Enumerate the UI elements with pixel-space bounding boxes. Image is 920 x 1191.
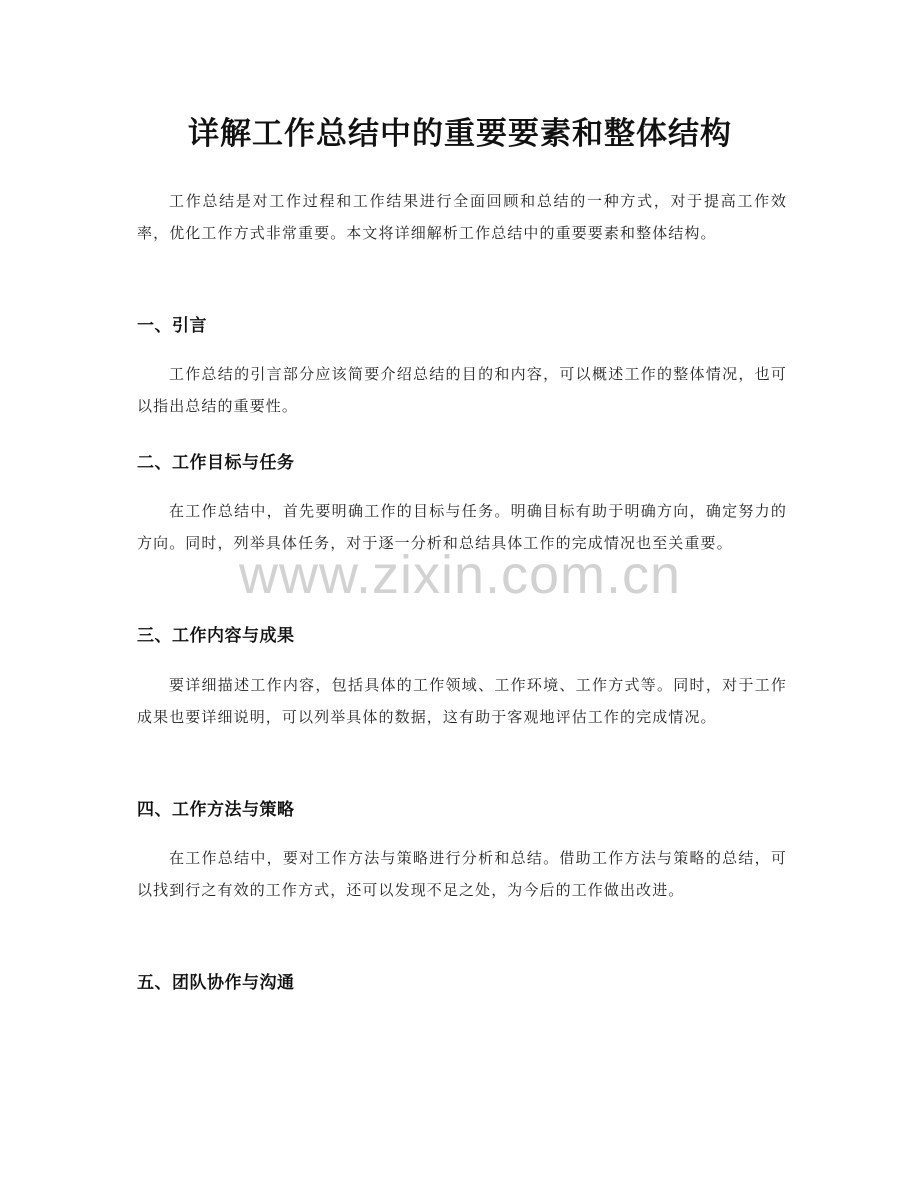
- section-heading-5: 五、团队协作与沟通: [137, 973, 295, 993]
- document-title: 详解工作总结中的重要要素和整体结构: [188, 116, 732, 152]
- section-body-1: 工作总结的引言部分应该简要介绍总结的目的和内容，可以概述工作的整体情况，也可以指出总结的重要性。: [137, 365, 787, 415]
- section-heading-1: 一、引言: [137, 316, 207, 336]
- section-heading-4: 四、工作方法与策略: [137, 800, 295, 820]
- intro-paragraph: 工作总结是对工作过程和工作结果进行全面回顾和总结的一种方式，对于提高工作效率，优化工作方式非常重要。本文将详细解析工作总结中的重要要素和整体结构。: [137, 192, 787, 242]
- watermark-text: www.zixin.com.cn: [238, 545, 682, 605]
- section-body-3: 要详细描述工作内容，包括具体的工作领域、工作环境、工作方式等。同时，对于工作成果也要详细说明，可以列举具体的数据，这有助于客观地评估工作的完成情况。: [137, 676, 787, 726]
- section-heading-3: 三、工作内容与成果: [137, 626, 295, 646]
- section-body-2: 在工作总结中，首先要明确工作的目标与任务。明确目标有助于明确方向，确定努力的方向。同时，列举具体任务，对于逐一分析和总结具体工作的完成情况也至关重要。: [137, 502, 787, 552]
- section-heading-2: 二、工作目标与任务: [137, 453, 295, 473]
- section-body-4: 在工作总结中，要对工作方法与策略进行分析和总结。借助工作方法与策略的总结，可以找到行之有效的工作方式，还可以发现不足之处，为今后的工作做出改进。: [137, 849, 787, 899]
